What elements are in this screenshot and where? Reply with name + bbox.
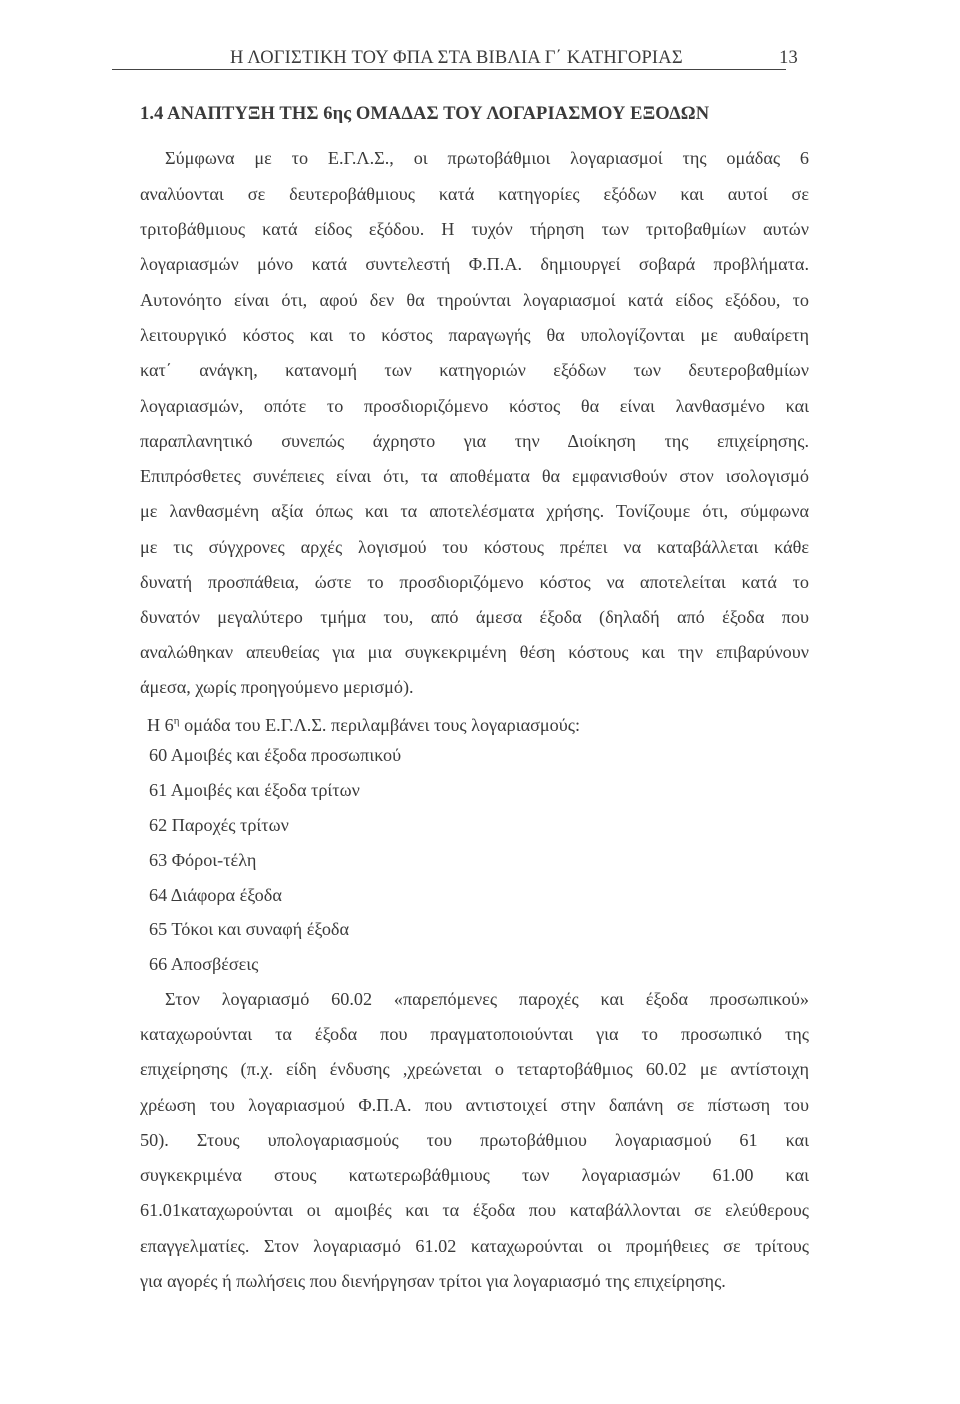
paragraph-line: λογαριασμών, οπότε το προσδιοριζόμενο κόστος θα είναι λανθασμένο και <box>140 396 809 416</box>
group-statement-superscript: η <box>173 715 180 727</box>
account-item: 60 Αμοιβές και έξοδα προσωπικού <box>149 745 402 765</box>
account-item: 61 Αμοιβές και έξοδα τρίτων <box>149 780 360 800</box>
account-item: 64 Διάφορα έξοδα <box>149 885 282 905</box>
paragraph-line: δυνατόν μεγαλύτερο τμήμα του, από άμεσα έξοδα (δηλαδή από έξοδα που <box>140 607 809 627</box>
account-item: 63 Φόροι-τέλη <box>149 850 257 870</box>
section-heading: 1.4 ΑΝΑΠΤΥΞΗ ΤΗΣ 6ης ΟΜΑΔΑΣ ΤΟΥ ΛΟΓΑΡΙΑΣΜΟΥ ΕΞΟΔΩΝ <box>140 104 710 124</box>
paragraph-line: 61.01καταχωρούνται οι αμοιβές και τα έξοδα που καταβάλλονται σε ελεύθερους <box>140 1200 809 1220</box>
paragraph-line: τριτοβάθμιους κατά είδος εξόδου. Η τυχόν τήρηση των τριτοβαθμίων αυτών <box>140 219 809 239</box>
paragraph-line: Στον λογαριασμό 60.02 «παρεπόμενες παροχές και έξοδα προσωπικού» <box>165 989 809 1009</box>
group-statement-prefix: Η 6 <box>147 715 174 736</box>
paragraph-line: Αυτονόητο είναι ότι, αφού δεν θα τηρούνται λογαριασμοί κατά είδος εξόδου, το <box>140 290 809 310</box>
header-rule <box>112 69 786 70</box>
paragraph-line: κατ΄ ανάγκη, κατανομή των κατηγοριών εξόδων των δευτεροβαθμίων <box>140 360 809 380</box>
group-statement <box>147 710 787 736</box>
paragraph-line: επιχείρησης (π.χ. είδη ένδυσης ,χρεώνεται ο τεταρτοβάθμιος 60.02 με αντίστοιχη <box>140 1059 809 1079</box>
page-number: 13 <box>779 48 798 68</box>
group-statement-suffix: ομάδα του Ε.Γ.Λ.Σ. περιλαμβάνει τους λογαριασμούς: <box>179 715 581 736</box>
running-header <box>112 44 808 74</box>
paragraph-line: Σύμφωνα με το Ε.Γ.Λ.Σ., οι πρωτοβάθμιοι λογαριασμοί της ομάδας 6 <box>165 148 809 168</box>
account-item: 66 Αποσβέσεις <box>149 954 259 974</box>
paragraph-line: λογαριασμών μόνο κατά συντελεστή Φ.Π.Α. δημιουργεί σοβαρά προβλήματα. <box>140 254 809 274</box>
paragraph-line: 50). Στους υπολογαριασμούς του πρωτοβάθμιου λογαριασμού 61 και <box>140 1130 809 1150</box>
paragraph-line: με τις σύγχρονες αρχές λογισμού του κόστους πρέπει να καταβάλλεται κάθε <box>140 537 809 557</box>
paragraph-line: καταχωρούνται τα έξοδα που πραγματοποιούνται για το προσωπικό της <box>140 1024 809 1044</box>
account-item: 65 Τόκοι και συναφή έξοδα <box>149 919 350 939</box>
paragraph-line: Επιπρόσθετες συνέπειες είναι ότι, τα αποθέματα θα εμφανισθούν στον ισολογισμό <box>140 466 809 486</box>
paragraph-line: αναλύονται σε δευτεροβάθμιους κατά κατηγορίες εξόδων και αυτοί σε <box>140 184 809 204</box>
paragraph-line: λειτουργικό κόστος και το κόστος παραγωγής θα υπολογίζονται με αυθαίρετη <box>140 325 809 345</box>
paragraph-line: δυνατή προσπάθεια, ώστε το προσδιοριζόμενο κόστος να αποτελείται κατά το <box>140 572 809 592</box>
paragraph-line: αναλώθηκαν απευθείας για μια συγκεκριμένη θέση κόστους και την επιβαρύνουν <box>140 642 809 662</box>
running-header-title: Η ΛΟΓΙΣΤΙΚΗ ΤΟΥ ΦΠΑ ΣΤΑ ΒΙΒΛΙΑ Γ΄ ΚΑΤΗΓΟΡΙΑΣ <box>230 48 683 68</box>
paragraph-line: άμεσα, χωρίς προηγούμενο μερισμό). <box>140 677 414 697</box>
paragraph-line: με λανθασμένη αξία όπως και τα αποτελέσματα χρήσης. Τονίζουμε ότι, σύμφωνα <box>140 501 809 521</box>
account-item: 62 Παροχές τρίτων <box>149 815 289 835</box>
paragraph-line: χρέωση του λογαριασμού Φ.Π.Α. που αντιστοιχεί στην δαπάνη σε πίστωση του <box>140 1095 809 1115</box>
paragraph-line: παραπλανητικό συνεπώς άχρηστο για την Διοίκηση της επιχείρησης. <box>140 431 809 451</box>
paragraph-line: συγκεκριμένα στους κατωτερωβάθμιους των λογαριασμών 61.00 και <box>140 1165 809 1185</box>
paragraph-line: για αγορές ή πωλήσεις που διενήργησαν τρίτοι για λογαριασμό της επιχείρησης. <box>140 1271 726 1291</box>
paragraph-line: επαγγελματίες. Στον λογαριασμό 61.02 καταχωρούνται οι προμήθειες σε τρίτους <box>140 1236 809 1256</box>
